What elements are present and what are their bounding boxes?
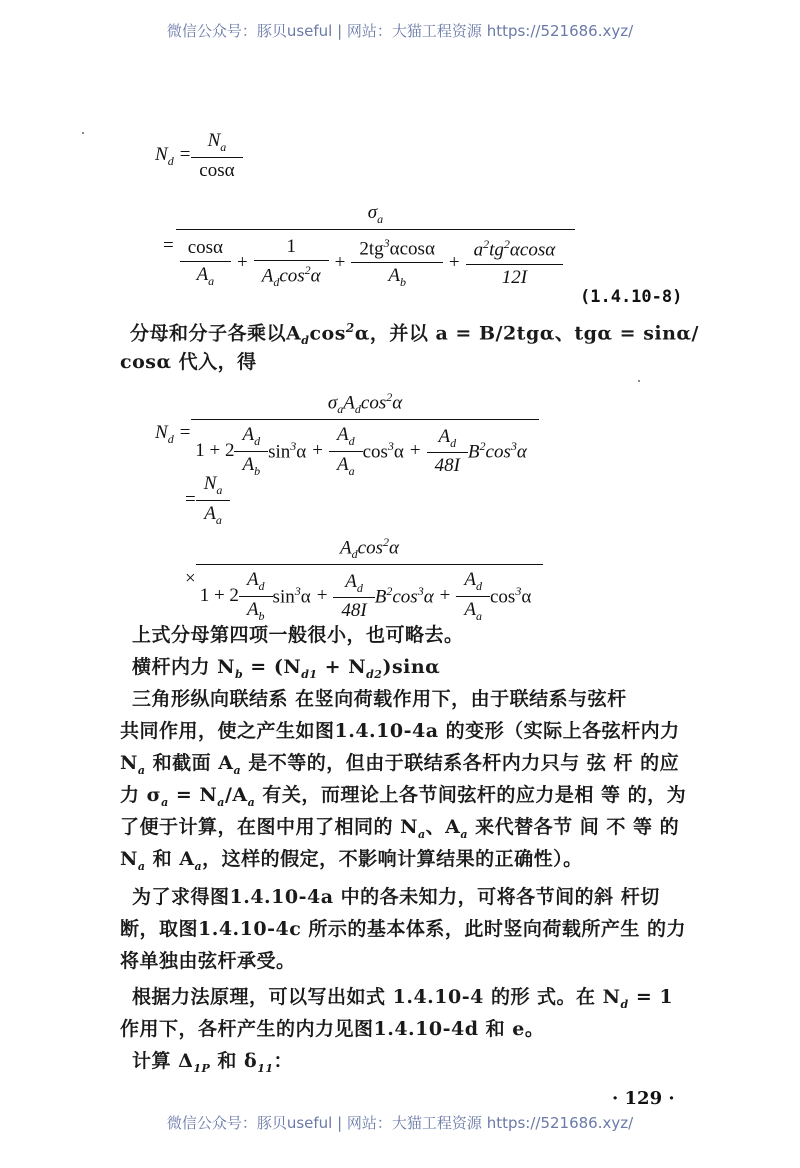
denominator: [176, 229, 575, 290]
formula-lhs: $N_d$ =: [155, 421, 192, 446]
term-num: 1: [286, 235, 296, 257]
equation-label: (1.4.10-8): [580, 287, 683, 307]
trig: $B^2\cos^3\alpha$: [374, 584, 434, 608]
plus: +: [237, 251, 248, 273]
formula-nd-5: [185, 535, 539, 624]
subscript: 11: [257, 1061, 274, 1075]
superscript: 2: [386, 584, 393, 599]
text-line: 横杆内力 $N_b = (N_{d1} + N_{d2})\sin\alpha$: [132, 656, 441, 681]
term-den: $A_d\cos^2\alpha$: [254, 260, 329, 290]
subscript: d: [301, 334, 310, 348]
subscript: d: [167, 153, 174, 168]
section-heading: 三角形纵向联结系: [132, 688, 289, 710]
subscript: a: [137, 859, 146, 873]
text-line: cosα 代入，得: [120, 351, 257, 373]
term-den: $A_a$: [329, 451, 363, 479]
term-den: $A_a$: [180, 261, 231, 289]
watermark-top: 微信公众号：豚贝useful | 网站：大猫工程资源 https://521686.xyz/: [166, 22, 634, 40]
text-line: 为了求得图1.4.10-4a 中的各未知力，可将各节间的斜 杆切: [132, 886, 660, 908]
subscript: d: [476, 578, 482, 593]
text-line: $N_a$ 和 $A_a$，这样的假定，不影响计算结果的正确性）。: [120, 848, 583, 873]
plus: +: [439, 585, 451, 607]
term-num: $A_d$: [345, 570, 363, 595]
term-num: $A_d$: [464, 569, 482, 593]
superscript: 3: [515, 584, 522, 599]
plus: +: [312, 440, 323, 462]
subscript: a: [161, 795, 169, 809]
term-num: cosα: [187, 236, 224, 258]
numerator: $\sigma_aA_d\cos^2\alpha$: [327, 390, 403, 417]
subscript: a: [194, 859, 203, 873]
term-den: 48I: [333, 597, 374, 622]
subscript: a: [337, 402, 344, 417]
subscript: a: [216, 482, 223, 497]
subscript: d: [273, 274, 280, 289]
term-num: $2tg^3\alpha\cos\alpha$: [359, 235, 435, 260]
formula-nd-4: [185, 473, 230, 528]
text-line: 上式分母第四项一般很小，也可略去。: [132, 624, 464, 646]
subscript: d: [254, 433, 261, 448]
subscript: d: [258, 578, 265, 593]
constant: 1 + 2: [199, 585, 239, 607]
equals-sign: =: [163, 234, 174, 256]
subscript: d: [348, 433, 355, 448]
superscript: 2: [483, 237, 490, 252]
subscript: d: [351, 547, 358, 562]
term-den: 48I: [427, 452, 468, 477]
superscript: 2: [304, 262, 311, 277]
watermark-bottom: 微信公众号：豚贝useful | 网站：大猫工程资源 https://521686.xyz/: [166, 1114, 634, 1132]
text-span: 在竖向荷载作用下，由于联结系与弦杆: [288, 688, 627, 710]
text-line: 断，取图1.4.10-4c 所示的基本体系，此时竖向荷载所产生 的力: [120, 918, 687, 940]
text-line: [132, 684, 627, 715]
text-line: $N_a$ 和截面 $A_a$ 是不等的，但由于联结系各杆内力只与 弦 杆 的应: [120, 752, 680, 777]
text-line: 根据力法原理，可以写出如式 1.4.10-4 的形 式。在 $N_d = 1$: [132, 986, 674, 1011]
superscript: 2: [345, 321, 355, 335]
text-line: 共同作用，使之产生如图1.4.10-4a 的变形（实际上各弦杆内力: [120, 720, 680, 742]
subscript: a: [215, 512, 222, 527]
superscript: 2: [382, 535, 389, 549]
superscript: 3: [387, 439, 394, 454]
superscript: 3: [383, 235, 390, 250]
subscript: a: [220, 139, 227, 154]
subscript: 1P: [193, 1061, 211, 1075]
subscript: a: [460, 827, 469, 841]
subscript: a: [233, 763, 242, 777]
subscript: d: [354, 402, 361, 417]
trig: $\sin^3\alpha$: [268, 439, 307, 463]
subscript: a: [137, 763, 146, 777]
term-den: 12I: [466, 264, 564, 289]
numerator: $\sigma_a$: [367, 202, 384, 226]
subscript: d: [450, 435, 457, 450]
subscript: a: [217, 795, 225, 809]
subscript: d: [620, 997, 629, 1011]
term-den: $A_b$: [351, 262, 443, 290]
term-num: $A_d$: [242, 424, 261, 448]
subscript: b: [399, 274, 406, 289]
constant: 1 + 2: [195, 440, 235, 462]
plus: +: [316, 585, 328, 607]
formula-nd-3: [155, 390, 535, 479]
text-line: 力 $\sigma_a = N_a/A_a$ 有关，而理论上各节间弦杆的应力是相 等 的，为: [120, 784, 687, 809]
subscript: a: [348, 463, 355, 478]
text-line: 分母和分子各乘以$A_d\cos^2\alpha$，并以 a = B/2tgα、tgα = sinα/: [130, 321, 699, 348]
subscript: a: [208, 273, 215, 288]
subscript: b: [254, 463, 261, 478]
denominator: $A_a$: [196, 500, 231, 528]
superscript: 3: [290, 439, 297, 454]
superscript: 2: [503, 237, 510, 252]
term-den: $A_a$: [456, 596, 490, 624]
denominator: [196, 564, 544, 624]
superscript: 3: [294, 584, 301, 599]
superscript: 3: [417, 584, 424, 599]
trig: $\cos^3\alpha$: [362, 439, 404, 463]
text-line: 作用下，各杆产生的内力见图1.4.10-4d 和 e。: [120, 1018, 545, 1040]
term-den: $A_b$: [234, 451, 268, 479]
term-num: $A_d$: [246, 569, 265, 593]
formula-nd-1: [155, 130, 243, 182]
equals-sign: =: [185, 489, 196, 511]
subscript: d: [167, 431, 174, 446]
numerator: $A_d\cos^2\alpha$: [340, 535, 399, 562]
subscript: b: [258, 608, 265, 623]
term-num: $a^2tg^2\alpha\cos\alpha$: [473, 237, 556, 261]
subscript: a: [417, 827, 426, 841]
formula-nd-2: [163, 202, 571, 290]
trig: $B^2\cos^3\alpha$: [467, 439, 527, 463]
subscript: a: [377, 211, 384, 226]
subscript: b: [234, 667, 244, 681]
text-line: 将单独由弦杆承受。: [120, 950, 296, 972]
numerator: $N_a$: [207, 130, 227, 154]
subscript: a: [476, 608, 482, 623]
plus: +: [409, 440, 421, 462]
page-number: · 129 ·: [612, 1088, 675, 1109]
scan-speck: [82, 132, 84, 134]
trig: $\cos^3\alpha$: [490, 584, 532, 608]
text-line: 计算 $\Delta_{1P}$ 和 $\delta_{11}$：: [132, 1050, 294, 1075]
times-sign: ×: [185, 568, 196, 590]
superscript: 3: [510, 439, 517, 454]
text-line: 了便于计算，在图中用了相同的 $N_a$、$A_a$ 来代替各节 间 不 等 的: [120, 816, 680, 841]
term-num: $A_d$: [438, 425, 457, 450]
superscript: 2: [386, 390, 393, 404]
subscript: d1: [301, 667, 318, 681]
term-num: $A_d$: [336, 424, 355, 448]
scan-speck: [638, 380, 640, 382]
denominator: cosα: [191, 157, 242, 182]
numerator: $N_a$: [203, 473, 223, 497]
subscript: d2: [366, 667, 383, 681]
plus: +: [448, 251, 460, 273]
subscript: a: [247, 795, 256, 809]
term-den: $A_b$: [239, 596, 273, 624]
formula-lhs: $N_d$ =: [155, 143, 192, 168]
trig: $\sin^3\alpha$: [272, 584, 311, 608]
plus: +: [334, 251, 346, 273]
superscript: 2: [479, 439, 486, 454]
denominator: [191, 419, 539, 479]
subscript: d: [356, 580, 363, 595]
